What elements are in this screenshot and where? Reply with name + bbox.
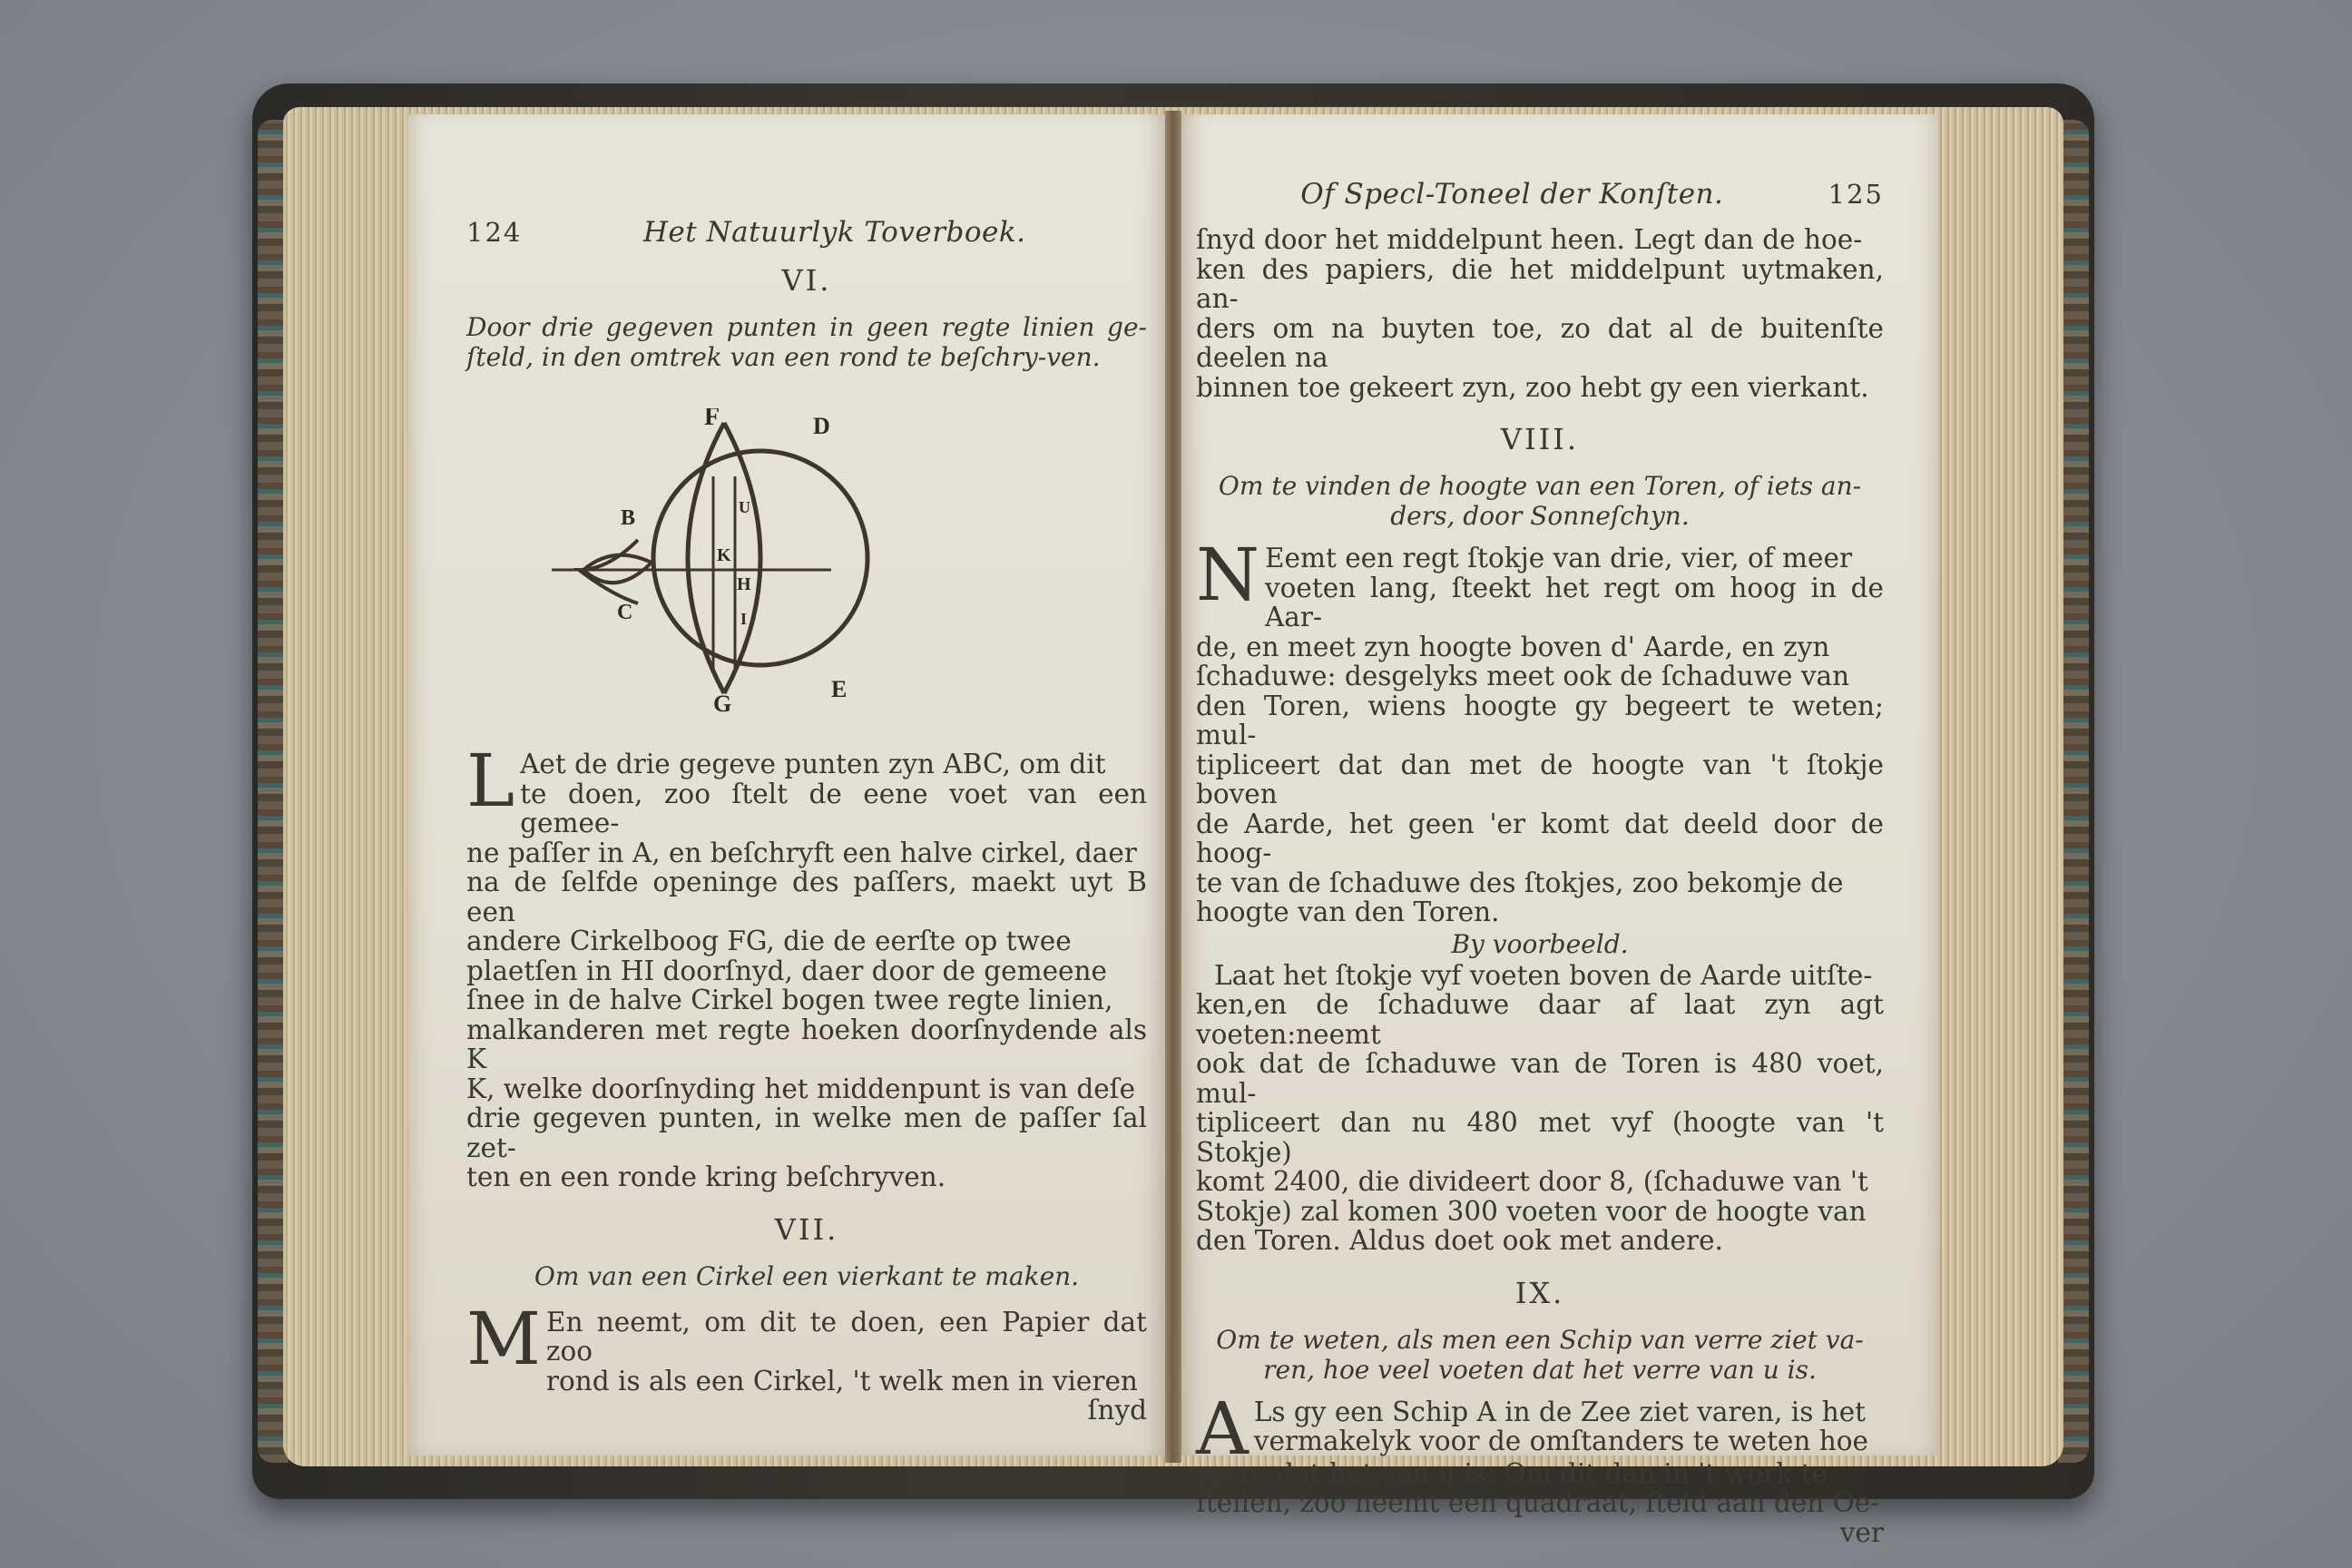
text-line: den Toren, wiens hoogte gy begeert te weten; mul- xyxy=(1196,690,1884,750)
left-running-head xyxy=(466,216,1147,249)
paragraph-vi-head xyxy=(520,750,1147,838)
running-title: Het Natuurlyk Toverboek. xyxy=(642,216,1026,249)
text-line: andere Cirkelboog FG, die de eerſte op twee xyxy=(466,926,1072,956)
section-title-vii: Om van een Cirkel een vierkant te maken. xyxy=(534,1260,1080,1291)
dropcap-m: M xyxy=(466,1296,541,1381)
text-line: ſnee in de halve Cirkel bogen twee regte linien, xyxy=(466,985,1113,1015)
section-title-vi: Door drie gegeven punten in geen regte linien ge-ſteld, in den omtrek van een rond te beſchry-ven. xyxy=(466,312,1147,372)
paragraph-viii xyxy=(1196,533,1884,632)
section-number-viii: VIII. xyxy=(1500,422,1580,456)
text-line: ne paſſer in A, en beſchryft een halve cirkel, daer xyxy=(466,837,1137,868)
text-line: Stokje) zal komen 300 voeten voor de hoogte van xyxy=(1196,1195,1867,1227)
text-line: binnen toe gekeert zyn, zoo hebt gy een vierkant. xyxy=(1196,371,1869,403)
text-line: Aet de drie gegeve punten zyn ABC, om dit xyxy=(520,749,1106,779)
text-line: ten en een ronde kring beſchryven. xyxy=(466,1161,946,1192)
diagram-label-k: K xyxy=(717,545,731,565)
text-line: de, en meet zyn hoogte boven d' Aarde, en zyn xyxy=(1196,631,1830,662)
paragraph-vii xyxy=(466,1296,1147,1426)
text-line: Laat het ſtokje vyf voeten boven de Aarde uitſte- xyxy=(1214,959,1873,991)
example-heading: By voorbeeld. xyxy=(1451,928,1629,959)
text-line: komt 2400, die divideert door 8, (ſchaduwe van 't xyxy=(1196,1166,1868,1197)
catchword: ſnyd xyxy=(1087,1395,1147,1426)
diagram-label-f: F xyxy=(704,408,720,431)
text-line: malkanderen met regte hoeken doorſnydende als K xyxy=(466,1014,1147,1074)
right-page xyxy=(1176,114,1938,1548)
diagram-label-u: U xyxy=(739,498,750,516)
text-line: plaetſen in HI doorſnyd, daer door de gemeene xyxy=(466,955,1107,986)
section-number-vii: VII. xyxy=(774,1211,839,1247)
text-line: de Aarde, het geen 'er komt dat deeld door de hoog- xyxy=(1196,808,1884,868)
text-line: vermakelyk voor de omſtanders te weten hoe xyxy=(1253,1426,1868,1456)
running-title: Of Specl-Toneel der Konſten. xyxy=(1300,178,1724,211)
text-line: rond is als een Cirkel, 't welk men in vieren xyxy=(545,1365,1138,1396)
text-line: ſnyd door het middelpunt heen. Legt dan de hoe- xyxy=(1196,224,1863,255)
page-number: 124 xyxy=(466,217,523,248)
paragraph-ix xyxy=(1196,1386,1884,1471)
section-title-viii: Om te vinden de hoogte van een Toren, of iets an-ders, door Sonneſchyn. xyxy=(1218,471,1862,531)
text-line: ders om na buyten toe, zo dat al de buitenſte deelen na xyxy=(1196,312,1884,373)
paragraph-vi xyxy=(466,739,1147,838)
dropcap-n: N xyxy=(1196,533,1259,617)
text-line: Ls gy een Schip A in de Zee ziet varen, is het xyxy=(1253,1396,1867,1427)
open-book xyxy=(252,83,2094,1548)
text-line: ken des papiers, die het middelpunt uytmaken, an- xyxy=(1196,253,1884,314)
book-gutter xyxy=(1165,111,1181,1463)
diagram-label-i: I xyxy=(740,610,748,628)
text-line: drie gegeven punten, in welke men de paſſer ſal zet- xyxy=(466,1102,1147,1163)
text-line: hoogte van den Toren. xyxy=(1196,897,1500,927)
text-line: ſtellen, zoo neemt een quadraat, ſteld aan den Oe- xyxy=(1196,1487,1880,1518)
text-line: ſchaduwe: desgelyks meet ook de ſchaduwe van xyxy=(1196,661,1850,691)
text-line: ken,en de ſchaduwe daar af laat zyn agt voeten:neemt xyxy=(1196,989,1884,1050)
text-line: ook dat de ſchaduwe van de Toren is 480 voet, mul- xyxy=(1196,1048,1884,1109)
right-running-head xyxy=(1196,178,1884,211)
text-line: te doen, zoo ſtelt de eene voet van een gemee- xyxy=(520,778,1147,838)
section-number-ix: IX. xyxy=(1514,1275,1565,1310)
text-line: Eemt een regt ſtokje van drie, vier, of meer xyxy=(1265,543,1853,573)
diagram-label-c: C xyxy=(617,601,633,624)
left-page xyxy=(408,114,1171,1455)
paragraph-viii-head xyxy=(1265,544,1884,632)
paragraph-ix-head xyxy=(1254,1397,1884,1456)
circle-construction-diagram xyxy=(543,408,906,717)
text-line: verre dat het van u is: Om dit dan in 't werk te xyxy=(1196,1457,1828,1489)
dropcap-a: A xyxy=(1196,1386,1249,1471)
dropcap-l: L xyxy=(466,739,515,823)
diagram-label-g: G xyxy=(713,691,732,717)
section-title-ix: Om te weten, als men een Schip van verre ziet va-ren, hoe veel voeten dat het verre van u is. xyxy=(1216,1324,1864,1385)
text-line: tipliceert dat dan met de hoogte van 't ſtokje boven xyxy=(1196,749,1884,809)
text-line: te van de ſchaduwe des ſtokjes, zoo bekomje de xyxy=(1196,867,1844,898)
text-line: En neemt, om dit te doen, een Papier dat zoo xyxy=(545,1306,1147,1367)
paragraph-vii-head xyxy=(546,1308,1147,1426)
diagram-label-h: H xyxy=(737,574,751,594)
text-line: den Toren. Aldus doet ook met andere. xyxy=(1196,1225,1723,1256)
diagram-label-e: E xyxy=(831,676,848,702)
text-line: K, welke doorſnyding het middenpunt is van deſe xyxy=(466,1073,1136,1104)
diagram-label-d: D xyxy=(813,413,830,439)
page-number: 125 xyxy=(1828,179,1884,210)
text-line: voeten lang, ſteekt het regt om hoog in de Aar- xyxy=(1265,572,1884,632)
text-line: tipliceert dan nu 480 met vyf (hoogte van 't Stokje) xyxy=(1196,1107,1884,1168)
catchword: ver xyxy=(1839,1516,1884,1548)
section-number-vi: VI. xyxy=(781,263,832,298)
diagram-label-b: B xyxy=(621,506,636,530)
text-line: na de ſelfde openinge des paſſers, maekt uyt B een xyxy=(466,867,1147,927)
